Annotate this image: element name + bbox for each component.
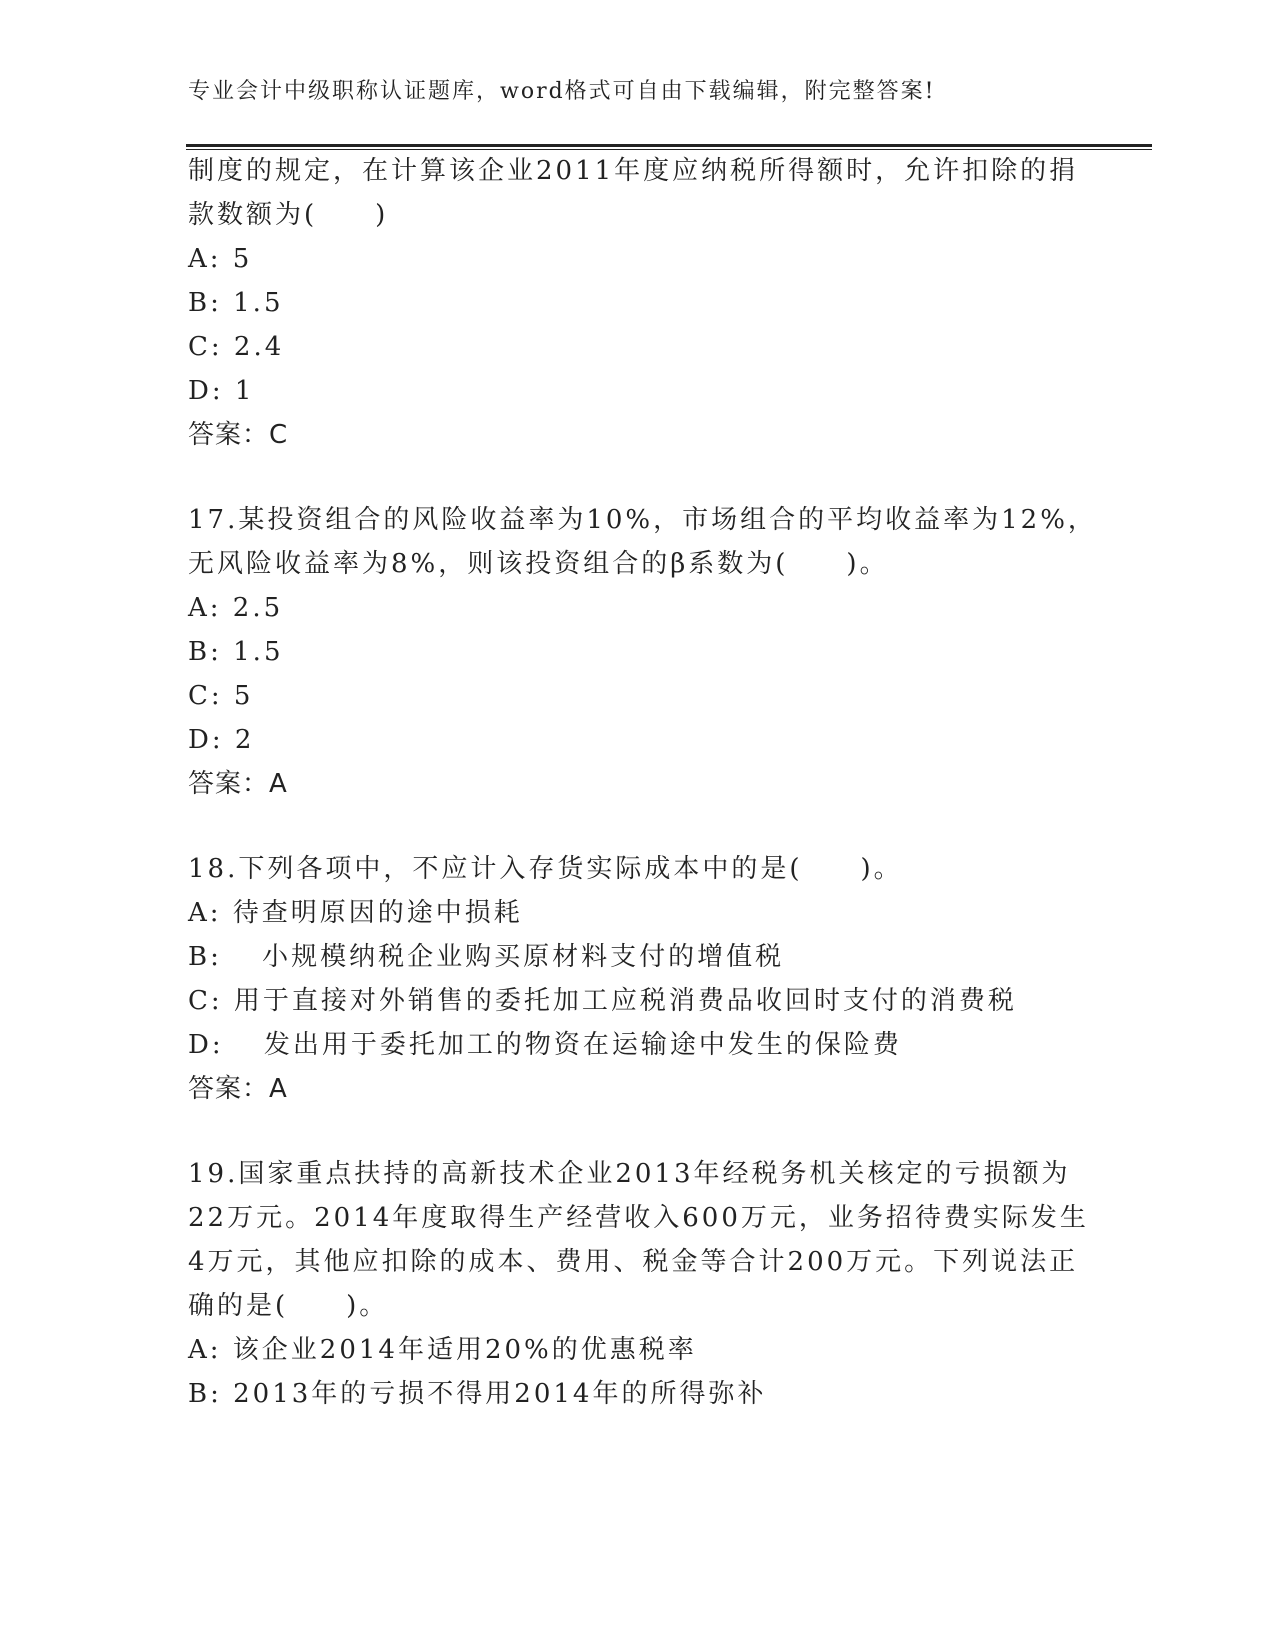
q18-option-a: A: 待查明原因的途中损耗	[188, 898, 523, 928]
q19-stem-line-4: 确的是( )。	[188, 1291, 389, 1321]
q17-stem-line-2: 无风险收益率为8%，则该投资组合的β系数为( )。	[188, 549, 889, 579]
q16-stem-line-1: 制度的规定，在计算该企业2011年度应纳税所得额时，允许扣除的捐	[188, 156, 1079, 186]
q18-answer: 答案：A	[188, 1074, 288, 1104]
q16-answer: 答案：C	[188, 420, 289, 450]
q16-stem-line-2: 款数额为( )	[188, 200, 389, 230]
q18-option-d: D: 发出用于委托加工的物资在运输途中发生的保险费	[188, 1030, 902, 1060]
q16-option-c: C: 2.4	[188, 332, 285, 362]
q18-option-b: B: 小规模纳税企业购买原材料支付的增值税	[188, 942, 785, 972]
q16-option-a: A: 5	[188, 244, 253, 274]
q19-option-a: A: 该企业2014年适用20%的优惠税率	[188, 1335, 697, 1365]
q18-stem-line-1: 18.下列各项中，不应计入存货实际成本中的是( )。	[188, 854, 903, 884]
page-header: 专业会计中级职称认证题库，word格式可自由下载编辑，附完整答案!	[188, 79, 936, 104]
q16-option-b: B: 1.5	[188, 288, 284, 318]
q17-stem-line-1: 17.某投资组合的风险收益率为10%，市场组合的平均收益率为12%，	[188, 505, 1097, 535]
q19-stem-line-3: 4万元，其他应扣除的成本、费用、税金等合计200万元。下列说法正	[188, 1247, 1079, 1277]
q16-option-d: D: 1	[188, 376, 255, 406]
header-divider	[186, 144, 1152, 150]
q17-option-c: C: 5	[188, 681, 254, 711]
q19-stem-line-2: 22万元。2014年度取得生产经营收入600万元，业务招待费实际发生	[188, 1203, 1089, 1233]
q19-stem-line-1: 19.国家重点扶持的高新技术企业2013年经税务机关核定的亏损额为	[188, 1159, 1071, 1189]
q18-option-c: C: 用于直接对外销售的委托加工应税消费品收回时支付的消费税	[188, 986, 1017, 1016]
q17-answer: 答案：A	[188, 769, 288, 799]
q17-option-b: B: 1.5	[188, 637, 284, 667]
q17-option-a: A: 2.5	[188, 593, 284, 623]
q19-option-b: B: 2013年的亏损不得用2014年的所得弥补	[188, 1379, 767, 1409]
q17-option-d: D: 2	[188, 725, 255, 755]
